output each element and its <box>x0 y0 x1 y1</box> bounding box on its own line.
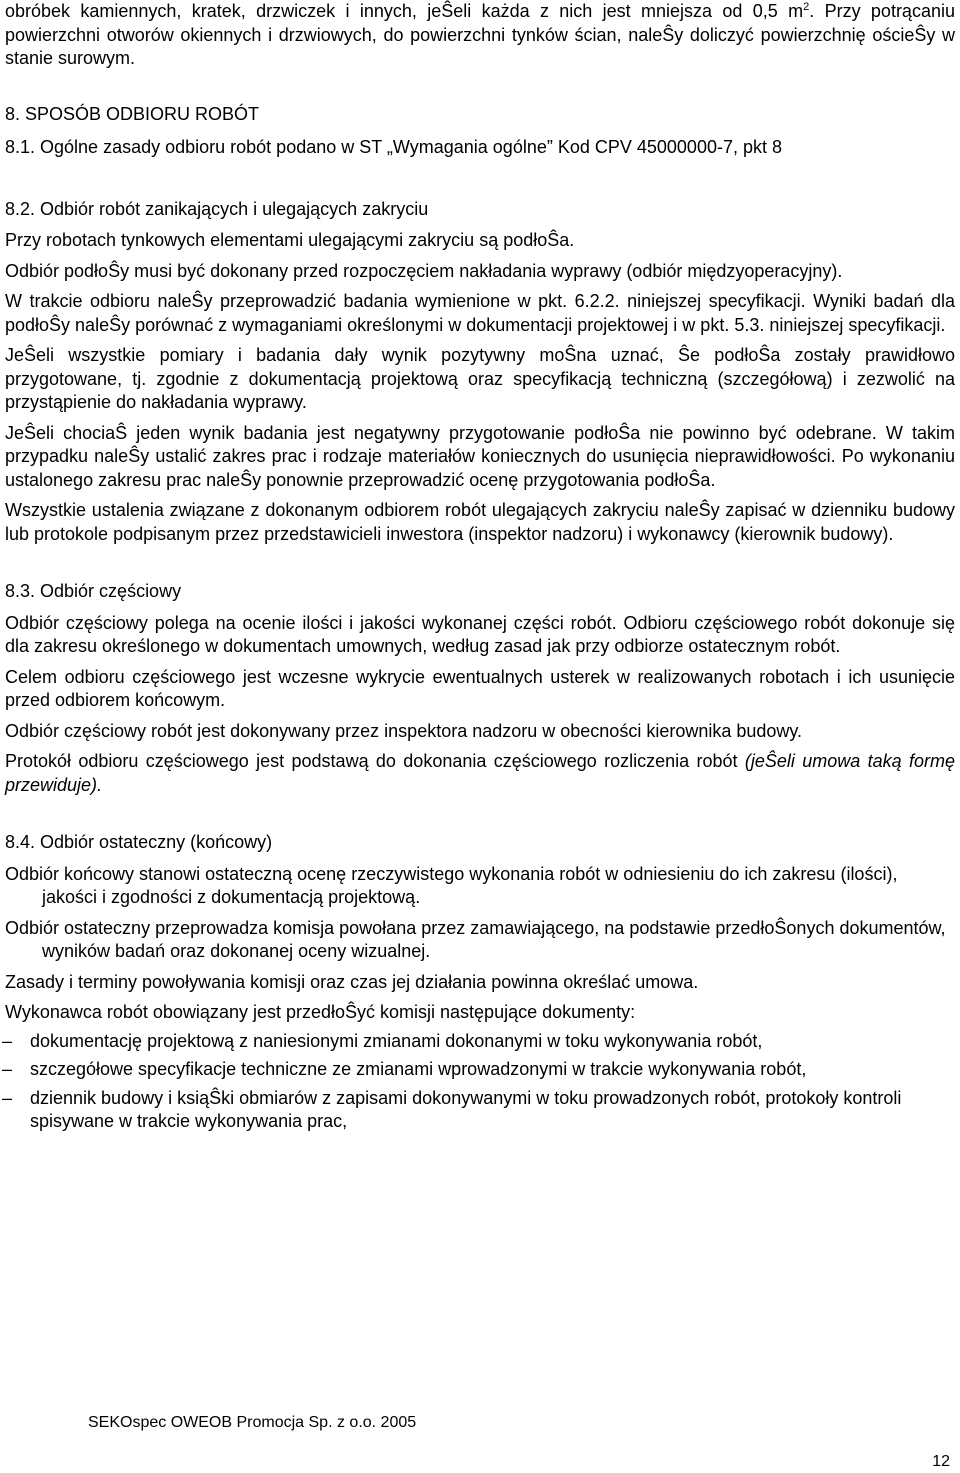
s83-last-italic: (jeŜeli umowa taką formę przewiduje). <box>5 751 955 795</box>
section-8-1: 8.1. Ogólne zasady odbioru robót podano w ST „Wymagania ogólne” Kod CPV 45000000-7, pkt 8 <box>5 137 782 157</box>
dash-marker: – <box>2 1030 13 1051</box>
s82-paragraph: JeŜeli chociaŜ jeden wynik badania jest negatywny przygotowanie podłoŜa nie powinno być odebrane. W takim przypadku naleŜy ustalić zakres prac i rodzaje materiałów koniecznych do usunięcia nieprawidłowości. Po wykonaniu ustalonego zakresu prac naleŜy ponownie przeprowadzić ocenę przygotowania podłoŜa. <box>5 422 955 490</box>
page-footer: SEKOspec OWEOB Promocja Sp. z o.o. 2005 <box>88 1414 417 1431</box>
list-item <box>2 1030 955 1054</box>
intro-paragraph <box>5 0 955 71</box>
section-8-2-heading: 8.2. Odbiór robót zanikających i ulegających zakryciu <box>5 198 429 219</box>
s82-paragraph: JeŜeli wszystkie pomiary i badania dały wynik pozytywny moŜna uznać, Ŝe podłoŜa zostały prawidłowo przygotowane, tj. zgodnie z dokumentacją projektową oraz specyfikacją techniczną (szczegółową) i zezwolić na przystąpienie do nakładania wyprawy. <box>5 345 955 412</box>
s83-paragraph: Celem odbioru częściowego jest wczesne wykrycie ewentualnych usterek w realizowanych robotach i ich usunięcie przed odbiorem końcowym. <box>5 666 955 710</box>
section-8-4-heading: 8.4. Odbiór ostateczny (końcowy) <box>5 832 273 852</box>
list-item-text: dziennik budowy i ksiąŜki obmiarów z zapisami dokonywanymi w toku prowadzonych robót, protokoły kontroli spisywane w trakcie wykonywania prac, <box>30 1087 902 1131</box>
dash-marker: – <box>2 1059 13 1079</box>
list-item <box>2 1087 955 1134</box>
s83-paragraph <box>5 750 955 797</box>
documents-list <box>2 1030 955 1134</box>
s84-paragraph: Wykonawca robót obowiązany jest przedłoŜyć komisji następujące dokumenty: <box>5 1002 636 1022</box>
list-item-text: szczegółowe specyfikacje techniczne ze zmianami wprowadzonymi w trakcie wykonywania robót, <box>30 1059 807 1079</box>
page-number: 12 <box>932 1453 950 1470</box>
intro-rest: Przy potrącaniu powierzchni otworów okiennych i drzwiowych, do powierzchni tynków ścian, naleŜy doliczyć powierzchnię ościeŜy w stanie surowym. <box>5 1 955 68</box>
intro-line1: obróbek kamiennych, kratek, drzwiczek i innych, jeŜeli każda z nich jest mniejsza od 0,5 m <box>5 1 804 21</box>
intro-line1-end: . <box>809 1 815 21</box>
dash-marker: – <box>2 1087 13 1108</box>
superscript: 2 <box>803 1 810 13</box>
section-8-3-heading: 8.3. Odbiór częściowy <box>5 581 182 601</box>
s82-paragraph: W trakcie odbioru naleŜy przeprowadzić badania wymienione w pkt. 6.2.2. niniejszej specyfikacji. Wyniki badań dla podłoŜy naleŜy porównać z wymaganiami określonymi w dokumentacji projektowej i w pkt. 5.3. niniejszej specyfikacji. <box>5 291 955 335</box>
s84-hanging-paragraph: Odbiór końcowy stanowi ostateczną ocenę rzeczywistego wykonania robót w odniesieniu do ich zakresu (ilości), jakości i zgodności z dokumentacją projektową. <box>5 863 898 907</box>
s83-paragraph: Odbiór częściowy polega na ocenie ilości i jakości wykonanej części robót. Odbioru częściowego robót dokonuje się dla zakresu określonego w dokumentach umownych, według zasad jak przy odbiorze ostatecznym robót. <box>5 612 955 656</box>
s82-paragraph: Odbiór podłoŜy musi być dokonany przed rozpoczęciem nakładania wyprawy (odbiór międzyoperacyjny). <box>5 260 843 281</box>
document-page <box>2 0 955 1139</box>
s84-hanging-paragraph: Odbiór ostateczny przeprowadza komisja powołana przez zamawiającego, na podstawie przedłoŜonych dokumentów, wyników badań oraz dokonanej oceny wizualnej. <box>5 917 946 961</box>
list-item-text: dokumentację projektową z naniesionymi zmianami dokonanymi w toku wykonywania robót, <box>30 1030 763 1051</box>
s84-paragraph: Zasady i terminy powoływania komisji oraz czas jej działania powinna określać umowa. <box>5 971 699 992</box>
list-item <box>2 1058 955 1082</box>
section-8-heading: 8. SPOSÓB ODBIORU ROBÓT <box>5 103 260 124</box>
s82-paragraph: Wszystkie ustalenia związane z dokonanym odbiorem robót ulegających zakryciu naleŜy zapisać w dzienniku budowy lub protokole podpisanym przez przedstawicieli inwestora (inspektor nadzoru) i wykonawcy (kierownik budowy). <box>5 500 955 544</box>
s83-last-plain: Protokół odbioru częściowego jest podstawą do dokonania częściowego rozliczenia robót <box>5 751 745 771</box>
s83-paragraph: Odbiór częściowy robót jest dokonywany przez inspektora nadzoru w obecności kierownika budowy. <box>5 720 803 741</box>
s82-paragraph: Przy robotach tynkowych elementami ulegającymi zakryciu są podłoŜa. <box>5 230 575 250</box>
